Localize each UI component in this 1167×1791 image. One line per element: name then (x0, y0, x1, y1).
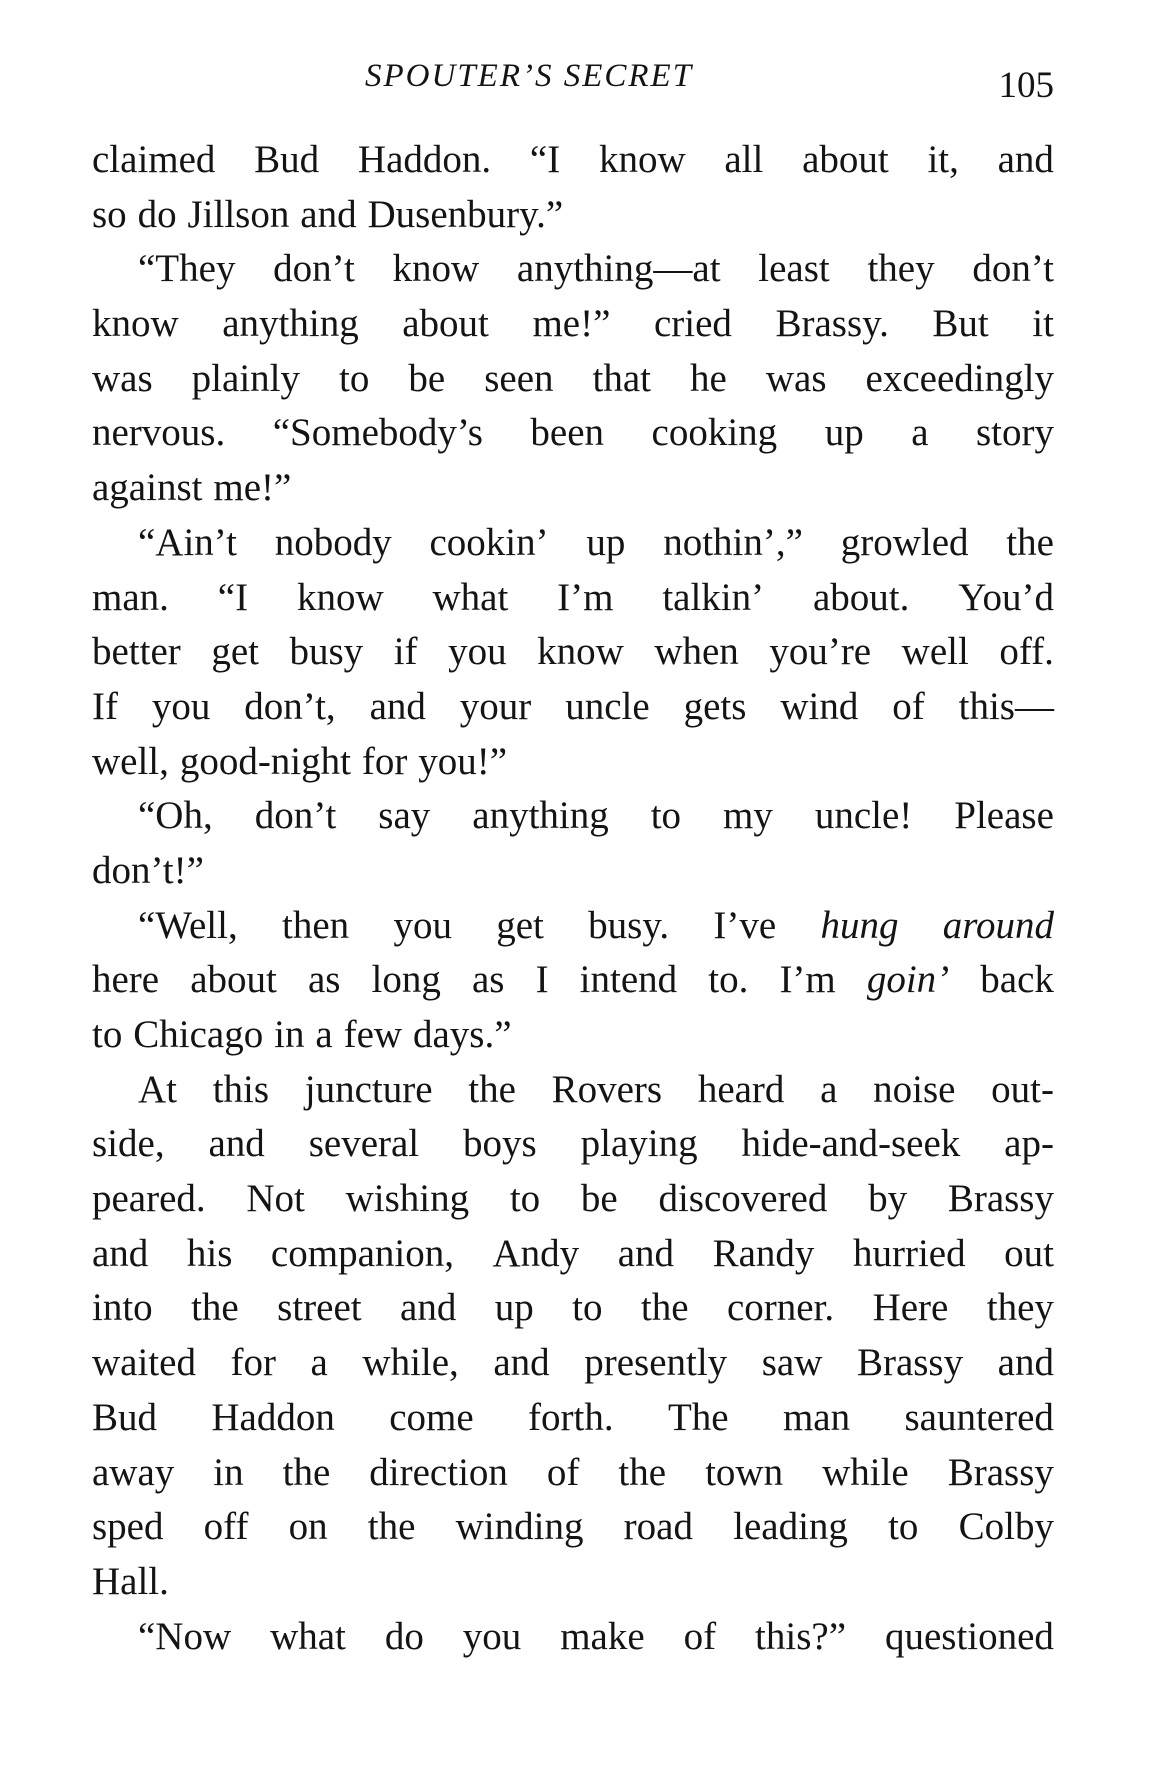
word: up (824, 411, 864, 455)
word: hung (820, 903, 899, 947)
word: the (640, 1286, 689, 1330)
word: Brassy (856, 1341, 964, 1385)
word: exceedingly (865, 356, 1054, 400)
word: I’m (779, 958, 836, 1002)
word: Hall. (92, 1559, 169, 1603)
word: seen (484, 356, 554, 400)
word: about (190, 958, 277, 1002)
word: You’d (958, 575, 1054, 619)
word: waited (92, 1341, 196, 1385)
text-line (92, 1008, 1054, 1063)
text-line (92, 406, 1054, 461)
word: he (690, 356, 727, 400)
word: side, (92, 1122, 165, 1166)
word: me!” (213, 466, 292, 510)
word: wishing (345, 1177, 470, 1221)
word: then (282, 903, 350, 947)
text-line (92, 680, 1054, 735)
word: get (496, 903, 544, 947)
word: and (493, 1341, 550, 1385)
word: was (765, 356, 827, 400)
text-line (92, 352, 1054, 407)
word: you (448, 630, 507, 674)
word: been (530, 411, 605, 455)
word: days.” (412, 1013, 512, 1056)
word: out- (991, 1067, 1054, 1111)
word: road (623, 1505, 693, 1549)
word: against (92, 466, 203, 510)
word: that (592, 356, 652, 400)
page-header (92, 58, 1054, 114)
word: Chicago (133, 1013, 264, 1056)
word: and (208, 1122, 265, 1166)
word: and (617, 1231, 675, 1275)
word: Rovers (551, 1067, 663, 1111)
body-text (92, 133, 1054, 1664)
text-line (92, 789, 1054, 844)
word: story (976, 411, 1054, 455)
text-line (92, 844, 1054, 899)
word: Not (246, 1177, 305, 1221)
text-line (92, 1281, 1054, 1336)
word: of (683, 1614, 717, 1658)
word: “They (138, 247, 236, 291)
word: Please (954, 794, 1054, 838)
word: you!” (418, 739, 508, 783)
word: winding (455, 1505, 584, 1549)
word: Here (872, 1286, 949, 1330)
word: this?” (755, 1614, 847, 1658)
word: know (296, 575, 384, 619)
word: say (378, 794, 431, 838)
word: when (654, 630, 739, 674)
word: on (288, 1505, 328, 1549)
word: hurried (852, 1231, 966, 1275)
word: busy. (588, 903, 670, 947)
word: corner. (726, 1286, 835, 1330)
word: the (367, 1505, 416, 1549)
word: your (459, 684, 532, 728)
text-line (92, 516, 1054, 571)
word: “I (217, 575, 249, 619)
word: so (92, 192, 127, 236)
word: the (282, 1450, 331, 1494)
word: “Now (138, 1614, 232, 1658)
word: claimed (92, 138, 216, 181)
text-line (92, 1610, 1054, 1665)
word: what (270, 1614, 346, 1658)
word: it (1032, 302, 1054, 346)
word: into (92, 1286, 153, 1330)
word: At (138, 1067, 177, 1111)
word: know (392, 247, 480, 291)
word: you (393, 903, 452, 947)
word: But (932, 302, 989, 346)
word: man. (92, 575, 169, 619)
word: nervous. (92, 411, 226, 455)
word: boys (463, 1122, 537, 1166)
word: nobody (274, 520, 392, 564)
word: Brassy (947, 1177, 1054, 1221)
word: what (432, 575, 509, 619)
word: and (369, 684, 426, 728)
word: as (307, 958, 341, 1002)
word: discovered (658, 1177, 828, 1221)
text-line (92, 1117, 1054, 1172)
word: the (1006, 520, 1054, 564)
word: Jillson (187, 192, 290, 236)
word: and (997, 1341, 1054, 1385)
word: noise (873, 1067, 956, 1111)
word: uncle (565, 684, 650, 728)
word: and (400, 1286, 457, 1330)
word: this (212, 1067, 270, 1111)
word: well (901, 630, 969, 674)
word: was (92, 356, 153, 400)
word: plainly (191, 356, 300, 400)
word: it, (927, 138, 959, 181)
word: by (868, 1177, 908, 1221)
word: about. (812, 575, 910, 619)
word: know (92, 302, 179, 346)
word: Haddon (211, 1395, 335, 1439)
word: The (667, 1395, 729, 1439)
word: the (618, 1450, 667, 1494)
word: presently (584, 1341, 728, 1385)
word: town (705, 1450, 784, 1494)
word: peared. (92, 1177, 206, 1221)
word: while, (362, 1341, 459, 1385)
word: man (782, 1395, 851, 1439)
word: talkin’ (662, 575, 765, 619)
text-line (92, 1391, 1054, 1446)
word: anything—at (516, 247, 721, 291)
word: anything (472, 794, 609, 838)
word: heard (697, 1067, 785, 1111)
word: don’t!” (92, 848, 204, 892)
word: wind (780, 684, 859, 728)
text-line (92, 1063, 1054, 1118)
word: street (277, 1286, 362, 1330)
word: they (986, 1286, 1054, 1330)
word: sped (92, 1505, 164, 1549)
word: don’t, (244, 684, 336, 728)
word: in (274, 1013, 305, 1056)
text-line (92, 899, 1054, 954)
word: to (572, 1286, 603, 1330)
word: a (315, 1013, 333, 1056)
word: if (393, 630, 418, 674)
word: juncture (304, 1067, 433, 1111)
word: a (310, 1341, 328, 1385)
word: saw (761, 1341, 823, 1385)
word: direction (369, 1450, 508, 1494)
word: “Ain’t (138, 520, 237, 564)
word: “Well, (138, 903, 238, 947)
word: while (822, 1450, 909, 1494)
word: about (802, 138, 889, 181)
word: know (598, 138, 686, 181)
word: “I (529, 138, 561, 181)
word: about (402, 302, 489, 346)
text-line (92, 1446, 1054, 1501)
word: and (300, 192, 357, 236)
word: well, (92, 739, 169, 783)
word: hide-and-seek (741, 1122, 961, 1166)
word: sauntered (904, 1395, 1054, 1439)
word: be (408, 356, 446, 400)
word: Bud (92, 1395, 158, 1439)
word: Dusenbury.” (367, 192, 564, 236)
word: for (361, 739, 408, 783)
word: to. (708, 958, 749, 1002)
word: good-night (179, 739, 351, 783)
word: as (471, 958, 505, 1002)
running-title: SPOUTER’S SECRET (365, 58, 694, 94)
word: my (723, 794, 773, 838)
text-line (92, 625, 1054, 680)
word: Haddon. (357, 138, 492, 181)
word: be (580, 1177, 618, 1221)
word: away (92, 1450, 175, 1494)
word: here (92, 958, 160, 1002)
word: gets (683, 684, 747, 728)
word: anything (222, 302, 359, 346)
text-line (92, 1500, 1054, 1555)
word: several (308, 1122, 420, 1166)
word: and (92, 1231, 149, 1275)
word: his (186, 1231, 233, 1275)
word: “Somebody’s (272, 411, 483, 455)
word: to (650, 794, 682, 838)
word: Brassy. (775, 302, 889, 346)
word: to (888, 1505, 919, 1549)
word: few (343, 1013, 403, 1056)
word: growled (840, 520, 969, 564)
text-line (92, 571, 1054, 626)
word: back (980, 958, 1054, 1002)
word: me!” (532, 302, 611, 346)
word: goin’ (866, 958, 950, 1002)
word: I (535, 958, 549, 1002)
word: nothin’,” (663, 520, 803, 564)
word: off (203, 1505, 249, 1549)
word: in (213, 1450, 244, 1494)
word: they (867, 247, 935, 291)
word: off. (999, 630, 1054, 674)
word: If (92, 684, 118, 728)
text-line (92, 735, 1054, 790)
word: get (211, 630, 259, 674)
text-line (92, 1172, 1054, 1227)
text-line (92, 242, 1054, 297)
word: Bud (254, 138, 320, 181)
word: intend (579, 958, 678, 1002)
word: questioned (884, 1614, 1054, 1658)
word: a (911, 411, 929, 455)
word: busy (289, 630, 364, 674)
word: Colby (958, 1505, 1054, 1549)
word: Andy (492, 1231, 580, 1275)
word: out (1004, 1231, 1054, 1275)
page-number: 105 (998, 65, 1054, 106)
word: least (758, 247, 830, 291)
word: I’m (557, 575, 614, 619)
word: “Oh, (138, 794, 213, 838)
word: forth. (528, 1395, 614, 1439)
word: you’re (769, 630, 872, 674)
word: of (546, 1450, 580, 1494)
word: of (892, 684, 925, 728)
text-line (92, 297, 1054, 352)
word: don’t (273, 247, 355, 291)
word: you (462, 1614, 522, 1658)
word: playing (580, 1122, 698, 1166)
text-line (92, 953, 1054, 1008)
word: don’t (254, 794, 337, 838)
word: up (494, 1286, 534, 1330)
word: to (509, 1177, 541, 1221)
word: a (820, 1067, 838, 1111)
word: long (371, 958, 441, 1002)
text-line (92, 133, 1054, 188)
word: I’ve (713, 903, 777, 947)
word: do (384, 1614, 424, 1658)
word: Brassy (947, 1450, 1054, 1494)
word: and (997, 138, 1054, 181)
word: Randy (712, 1231, 815, 1275)
word: come (389, 1395, 474, 1439)
word: all (724, 138, 764, 181)
word: don’t (972, 247, 1054, 291)
word: cookin’ (429, 520, 549, 564)
word: to (339, 356, 370, 400)
word: for (230, 1341, 276, 1385)
word: around (942, 903, 1054, 947)
word: the (191, 1286, 239, 1330)
word: better (92, 630, 181, 674)
word: know (537, 630, 624, 674)
word: up (586, 520, 626, 564)
word: cried (653, 302, 732, 346)
word: the (468, 1067, 516, 1111)
word: do (137, 192, 177, 236)
text-line (92, 1336, 1054, 1391)
text-line (92, 188, 1054, 243)
word: to (92, 1013, 123, 1056)
word: make (560, 1614, 645, 1658)
word: uncle! (814, 794, 913, 838)
word: cooking (651, 411, 778, 455)
text-line (92, 1555, 1054, 1610)
word: this— (958, 684, 1054, 728)
text-line (92, 1227, 1054, 1282)
word: companion, (270, 1231, 454, 1275)
word: leading (733, 1505, 848, 1549)
word: ap- (1004, 1122, 1054, 1166)
text-line (92, 461, 1054, 516)
word: you (151, 684, 211, 728)
